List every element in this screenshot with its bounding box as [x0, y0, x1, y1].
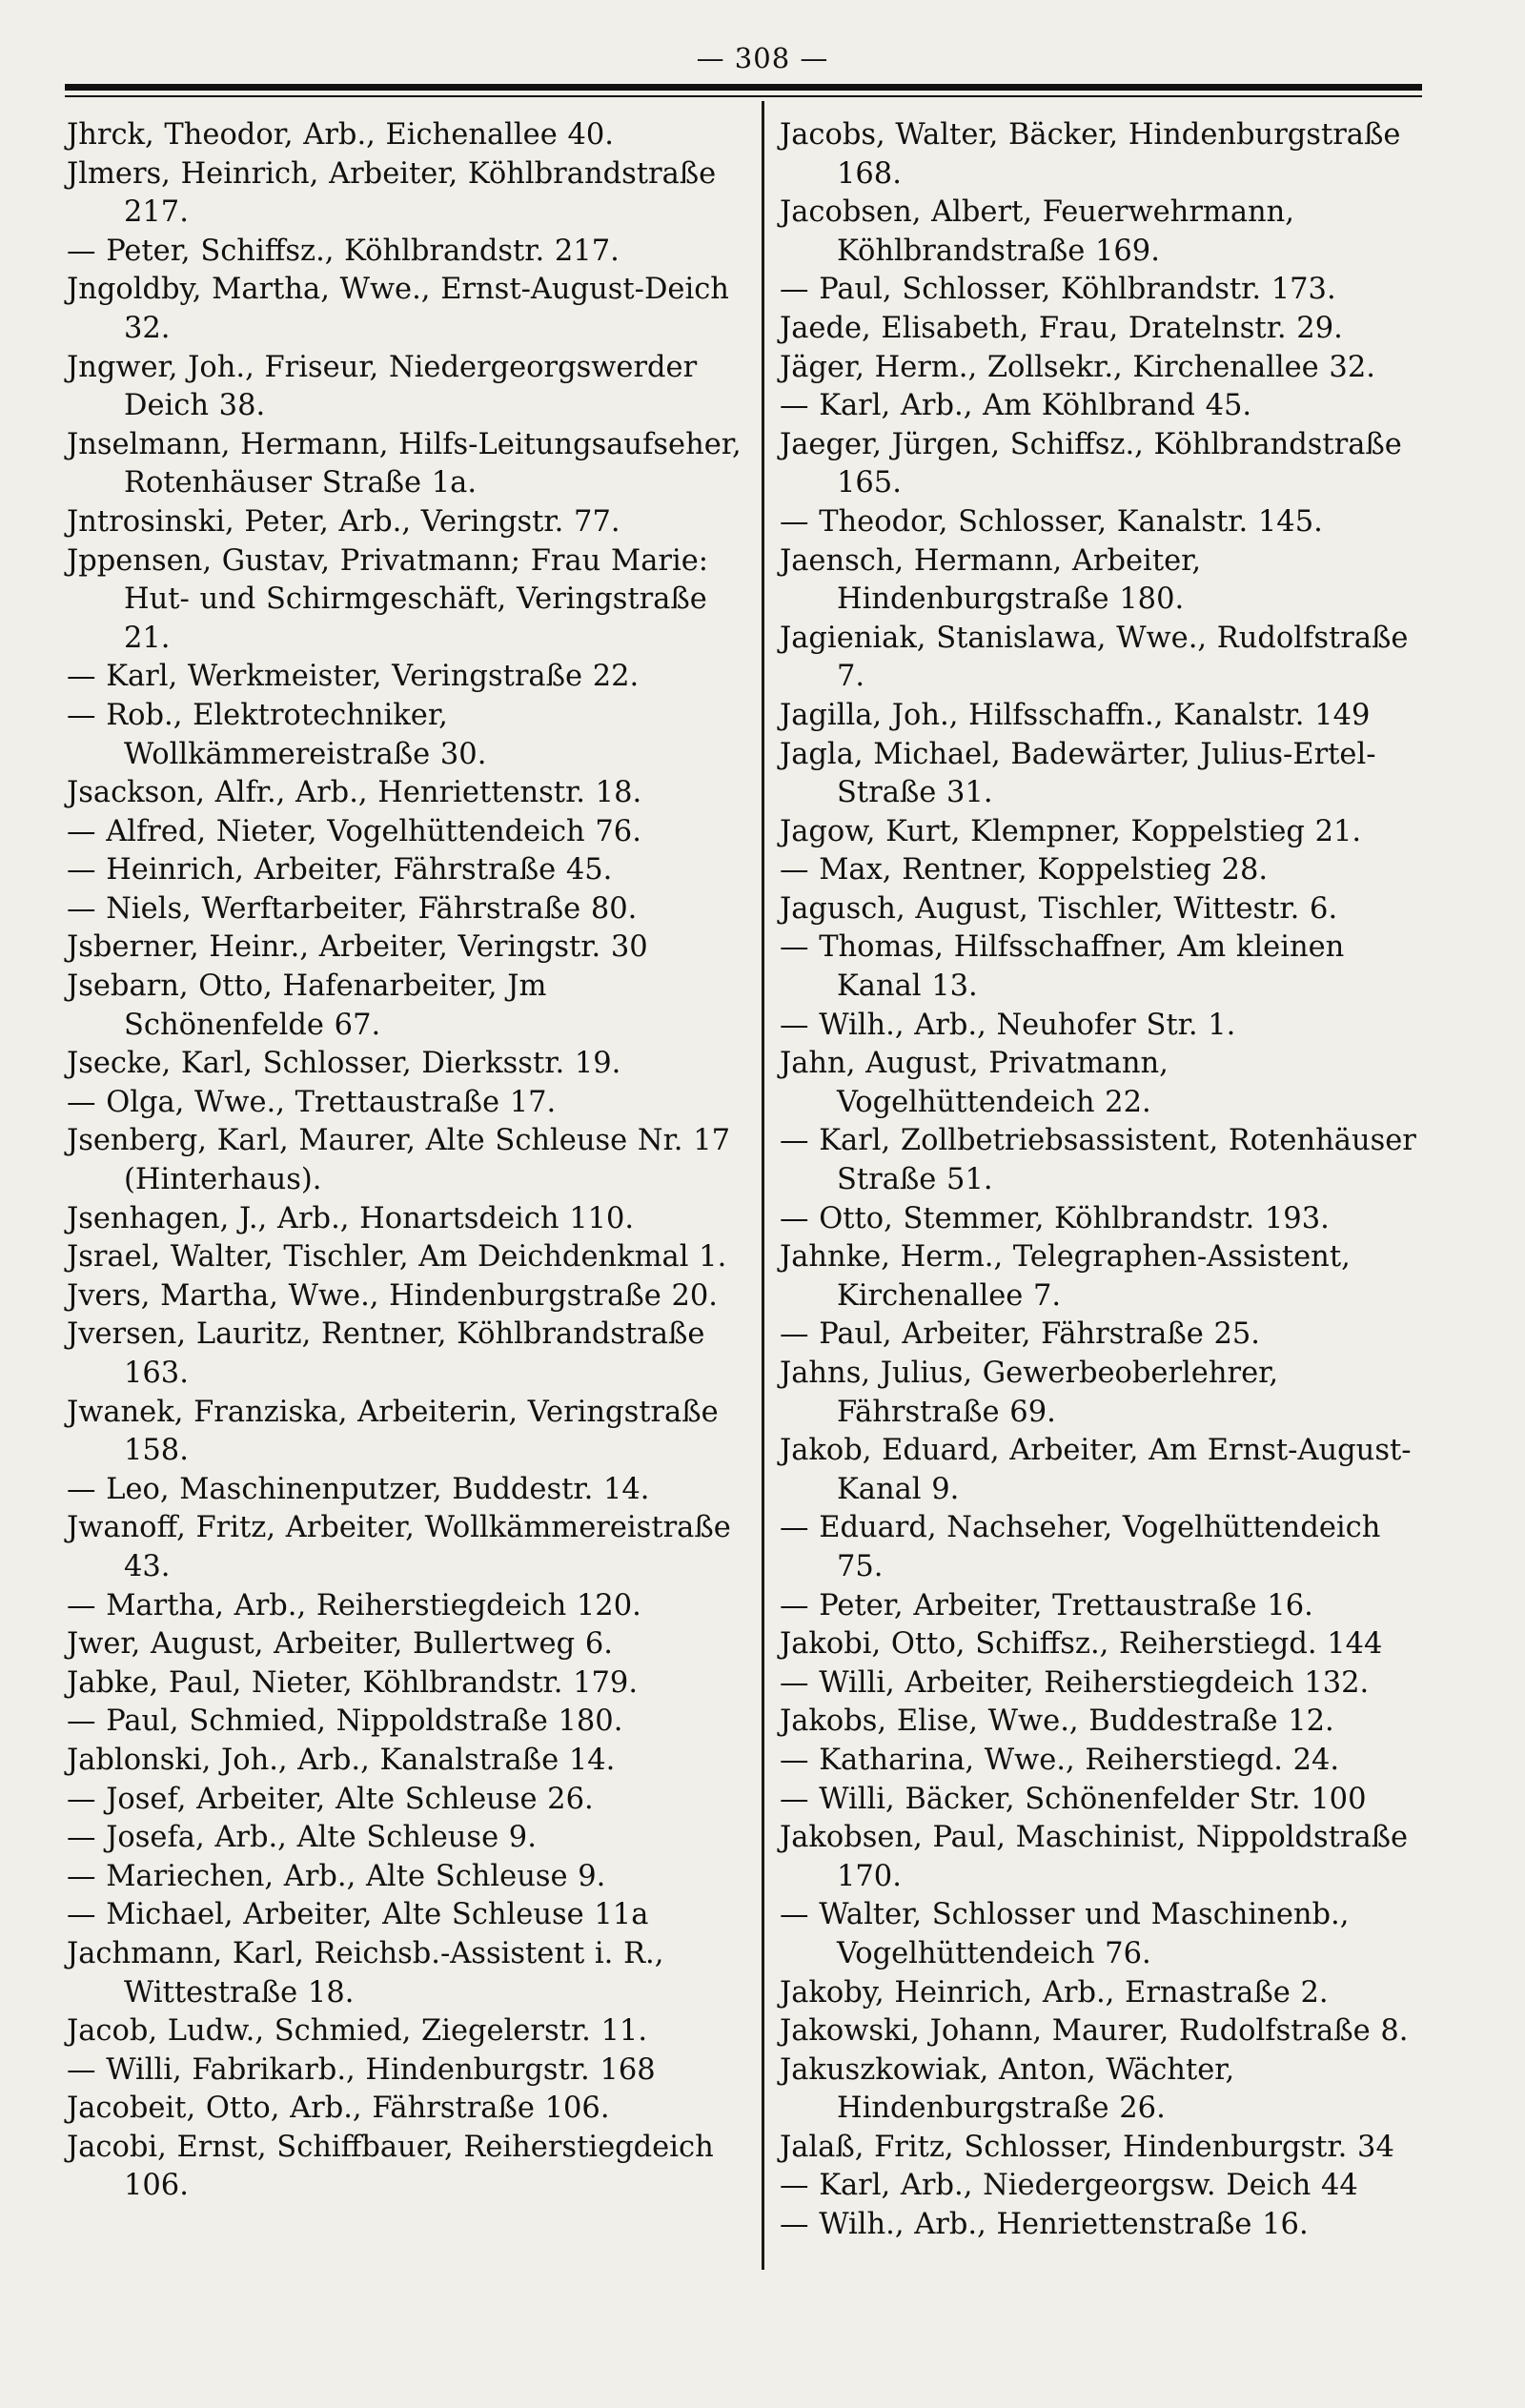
directory-entry: — Paul, Schlosser, Köhlbrandstr. 173. [780, 273, 1336, 307]
right-column [780, 116, 1428, 2245]
directory-entry: Jagieniak, Stanislawa, Wwe., Rudolfstraße 7. [780, 621, 1409, 694]
directory-entry: — Paul, Arbeiter, Fährstraße 25. [780, 1317, 1260, 1352]
directory-entry: Jacobi, Ernst, Schiffbauer, Reiherstiegdeich 106. [67, 2130, 714, 2203]
directory-entry: Jacobsen, Albert, Feuerwehrmann, Köhlbrandstraße 169. [780, 195, 1294, 268]
directory-entry: — Karl, Arb., Niedergeorgsw. Deich 44 [780, 2169, 1358, 2203]
directory-entry: — Paul, Schmied, Nippoldstraße 180. [67, 1704, 623, 1739]
directory-entry: Jagow, Kurt, Klempner, Koppelstieg 21. [780, 814, 1362, 848]
directory-entry: — Willi, Arbeiter, Reiherstiegdeich 132. [780, 1665, 1370, 1700]
directory-entry: — Willi, Fabrikarb., Hindenburgstr. 168 [67, 2052, 656, 2087]
directory-entry: Jakobs, Elise, Wwe., Buddestraße 12. [780, 1704, 1334, 1739]
directory-entry: Jahn, August, Privatmann, Vogelhüttendeich 22. [780, 1047, 1169, 1119]
directory-entry: Jagla, Michael, Badewärter, Julius-Ertel-Straße 31. [780, 737, 1376, 810]
directory-entry: Jacob, Ludw., Schmied, Ziegelerstr. 11. [67, 2014, 648, 2049]
directory-entry: Jakoby, Heinrich, Arb., Ernastraße 2. [780, 1975, 1329, 2010]
directory-entry: Jachmann, Karl, Reichsb.-Assistent i. R., Wittestraße 18. [67, 1936, 664, 2010]
directory-entry: Jakobsen, Paul, Maschinist, Nippoldstraße 170. [780, 1821, 1409, 1893]
directory-entry: Jaede, Elisabeth, Frau, Dratelnstr. 29. [780, 311, 1343, 345]
directory-entry: Jablonski, Joh., Arb., Kanalstraße 14. [67, 1743, 616, 1777]
directory-entry: Jacobs, Walter, Bäcker, Hindenburgstraße 168. [780, 118, 1401, 191]
header-rule-thick [65, 84, 1422, 91]
directory-entry: — Wilh., Arb., Henriettenstraße 16. [780, 2208, 1309, 2242]
directory-entry: Jhrck, Theodor, Arb., Eichenallee 40. [67, 118, 614, 152]
directory-entry: Jsackson, Alfr., Arb., Henriettenstr. 18. [67, 776, 642, 810]
directory-entry: Jppensen, Gustav, Privatmann; Frau Marie: Hut- und Schirmgeschäft, Veringstraße 21. [67, 543, 709, 655]
directory-entry: Jakobi, Otto, Schiffsz., Reiherstiegd. 144 [780, 1627, 1383, 1662]
directory-entry: — Eduard, Nachseher, Vogelhüttendeich 75. [780, 1511, 1381, 1583]
directory-entry: Jngoldby, Martha, Wwe., Ernst-August-Deich 32. [67, 273, 729, 345]
directory-entry: Jsecke, Karl, Schlosser, Dierksstr. 19. [67, 1047, 621, 1081]
directory-entry: Jsrael, Walter, Tischler, Am Deichdenkmal 1. [67, 1240, 727, 1275]
directory-entry: Jsenberg, Karl, Maurer, Alte Schleuse Nr. 17 (Hinterhaus). [67, 1124, 731, 1197]
directory-entry: Jsenhagen, J., Arb., Honartsdeich 110. [67, 1201, 635, 1235]
column-divider [762, 101, 764, 2270]
directory-entry: — Karl, Werkmeister, Veringstraße 22. [67, 660, 640, 694]
directory-entry: Jakob, Eduard, Arbeiter, Am Ernst-August-Kanal 9. [780, 1434, 1412, 1506]
directory-entry: Jagilla, Joh., Hilfsschaffn., Kanalstr. 149 [780, 698, 1371, 732]
directory-entry: Jnselmann, Hermann, Hilfs-Leitungsaufseher, Rotenhäuser Straße 1a. [67, 427, 742, 500]
directory-entry: Jacobeit, Otto, Arb., Fährstraße 106. [67, 2092, 610, 2126]
directory-entry: — Wilh., Arb., Neuhofer Str. 1. [780, 1008, 1236, 1042]
directory-entry: Jwanek, Franziska, Arbeiterin, Veringstraße 158. [67, 1395, 719, 1468]
header-rule-thin [65, 95, 1422, 97]
directory-entry: Jakuszkowiak, Anton, Wächter, Hindenburgstraße 26. [780, 2052, 1235, 2126]
directory-entry: — Otto, Stemmer, Köhlbrandstr. 193. [780, 1201, 1330, 1235]
directory-entry: — Willi, Bäcker, Schönenfelder Str. 100 [780, 1782, 1367, 1816]
directory-entry: Jlmers, Heinrich, Arbeiter, Köhlbrandstraße 217. [67, 156, 717, 230]
directory-entry: Jakowski, Johann, Maurer, Rudolfstraße 8. [780, 2014, 1409, 2049]
directory-entry: — Josefa, Arb., Alte Schleuse 9. [67, 1821, 537, 1855]
directory-entry: — Josef, Arbeiter, Alte Schleuse 26. [67, 1782, 594, 1816]
page-number: — 308 — [696, 42, 829, 74]
directory-entry: Jagusch, August, Tischler, Wittestr. 6. [780, 891, 1338, 926]
directory-entry: Jvers, Martha, Wwe., Hindenburgstraße 20. [67, 1278, 718, 1313]
left-column [67, 116, 751, 2206]
directory-entry: — Mariechen, Arb., Alte Schleuse 9. [67, 1859, 606, 1893]
directory-entry: Jsberner, Heinr., Arbeiter, Veringstr. 30 [67, 930, 648, 965]
directory-entry: — Peter, Arbeiter, Trettaustraße 16. [780, 1588, 1313, 1622]
directory-entry: — Martha, Arb., Reiherstiegdeich 120. [67, 1588, 641, 1622]
directory-entry: Jäger, Herm., Zollsekr., Kirchenallee 32. [780, 350, 1375, 384]
directory-entry: — Walter, Schlosser und Maschinenb., Vogelhüttendeich 76. [780, 1898, 1350, 1970]
directory-entry: Jaeger, Jürgen, Schiffsz., Köhlbrandstraße 165. [780, 427, 1402, 500]
directory-entry: — Heinrich, Arbeiter, Fährstraße 45. [67, 853, 613, 888]
directory-entry: Jngwer, Joh., Friseur, Niedergeorgswerder Deich 38. [67, 350, 698, 423]
directory-entry: Jaensch, Hermann, Arbeiter, Hindenburgstraße 180. [780, 543, 1202, 617]
directory-entry: — Olga, Wwe., Trettaustraße 17. [67, 1085, 557, 1119]
directory-entry: Jwanoff, Fritz, Arbeiter, Wollkämmereistraße 43. [67, 1511, 731, 1583]
directory-entry: Jversen, Lauritz, Rentner, Köhlbrandstraße 163. [67, 1317, 705, 1390]
directory-entry: — Karl, Arb., Am Köhlbrand 45. [780, 389, 1252, 423]
directory-entry: Jahnke, Herm., Telegraphen-Assistent, Kirchenallee 7. [780, 1240, 1351, 1313]
directory-entry: — Alfred, Nieter, Vogelhüttendeich 76. [67, 814, 641, 848]
directory-entry: — Thomas, Hilfsschaffner, Am kleinen Kanal 13. [780, 930, 1345, 1004]
directory-entry: Jahns, Julius, Gewerbeoberlehrer, Fährstraße 69. [780, 1357, 1279, 1429]
directory-entry: — Niels, Werftarbeiter, Fährstraße 80. [67, 891, 638, 926]
directory-entry: Jntrosinski, Peter, Arb., Veringstr. 77. [67, 504, 620, 539]
directory-entry: Jwer, August, Arbeiter, Bullertweg 6. [67, 1627, 613, 1662]
directory-entry: Jsebarn, Otto, Hafenarbeiter, Jm Schönenfelde 67. [67, 969, 547, 1042]
directory-entry: Jalaß, Fritz, Schlosser, Hindenburgstr. 34 [780, 2130, 1394, 2164]
directory-entry: — Theodor, Schlosser, Kanalstr. 145. [780, 504, 1323, 539]
directory-entry: — Katharina, Wwe., Reiherstiegd. 24. [780, 1743, 1340, 1777]
directory-entry: Jabke, Paul, Nieter, Köhlbrandstr. 179. [67, 1665, 639, 1700]
directory-entry: — Max, Rentner, Koppelstieg 28. [780, 853, 1269, 888]
directory-entry: — Michael, Arbeiter, Alte Schleuse 11a [67, 1898, 649, 1932]
directory-entry: — Karl, Zollbetriebsassistent, Rotenhäuser Straße 51. [780, 1124, 1416, 1197]
directory-entry: — Rob., Elektrotechniker, Wollkämmereistraße 30. [67, 698, 487, 771]
directory-entry: — Peter, Schiffsz., Köhlbrandstr. 217. [67, 234, 620, 268]
directory-entry: — Leo, Maschinenputzer, Buddestr. 14. [67, 1472, 650, 1506]
